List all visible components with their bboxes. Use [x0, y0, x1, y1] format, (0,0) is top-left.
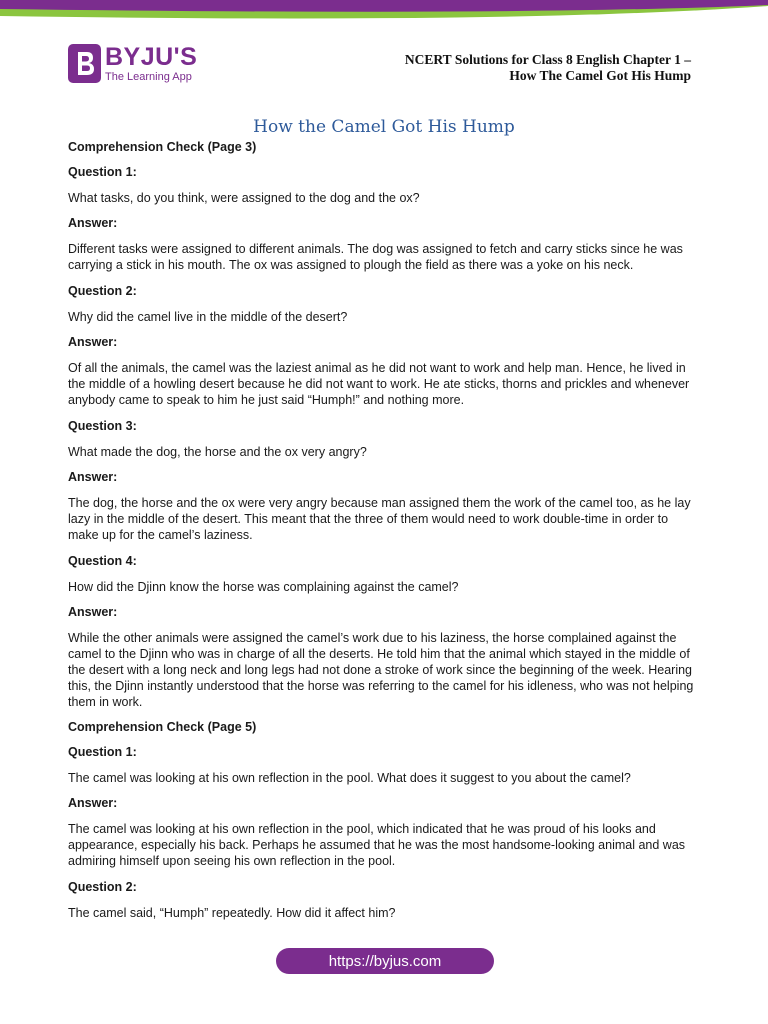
logo-wordmark: BYJU'S — [105, 42, 198, 71]
question-label: Question 3: — [68, 419, 137, 433]
question-text: What tasks, do you think, were assigned to the dog and the ox? — [68, 191, 420, 205]
question-label: Question 2: — [68, 284, 137, 298]
answer-text: While the other animals were assigned the camel’s work due to his laziness, the horse complained against the camel to the Djinn who was in charge of all the deserts. He told him that the animal which stayed in the middle of the desert with a long neck and long legs had not done a stroke of work since the beginning of the week. Hearing this, the Djinn instantly understood that the horse was referring to the camel for his idleness, who was not helping them in work. — [68, 631, 694, 709]
question-label: Question 2: — [68, 880, 137, 894]
answer-text: The dog, the horse and the ox were very angry because man assigned them the work of the camel too, as he lay lazy in the middle of the desert. This meant that the three of them would need to work double-time in order to make up for the camel’s laziness. — [68, 496, 691, 542]
question-label: Question 4: — [68, 554, 137, 568]
logo-tagline: The Learning App — [105, 70, 192, 83]
question-text: The camel said, “Humph” repeatedly. How did it affect him? — [68, 906, 396, 920]
top-decorative-band — [0, 0, 768, 22]
answer-label: Answer: — [68, 216, 118, 230]
question-text: The camel was looking at his own reflection in the pool. What does it suggest to you about the camel? — [68, 771, 631, 785]
footer-url-link[interactable]: https://byjus.com — [276, 948, 494, 974]
section-heading: Comprehension Check (Page 3) — [68, 140, 257, 154]
question-label: Question 1: — [68, 165, 137, 179]
answer-label: Answer: — [68, 335, 118, 349]
answer-text: The camel was looking at his own reflection in the pool, which indicated that he was proud of his looks and appearance, especially his back. Perhaps he assumed that he was the most handsome-looking animal and was admiring himself upon seeing his own reflection in the pool. — [68, 822, 686, 868]
document-content — [68, 140, 696, 921]
header-line-1: NCERT Solutions for Class 8 English Chapter 1 – — [404, 52, 691, 67]
answer-label: Answer: — [68, 796, 118, 810]
question-text: How did the Djinn know the horse was complaining against the camel? — [68, 580, 459, 594]
section-heading: Comprehension Check (Page 5) — [68, 720, 257, 734]
answer-text: Of all the animals, the camel was the laziest animal as he did not want to work and help man. Hence, he lived in the middle of a howling desert because he did not want to work. He ate sticks, thorns and prickles and whenever anybody came to speak to him he just said “Humph!” and nothing more. — [68, 361, 690, 407]
answer-label: Answer: — [68, 470, 118, 484]
header-line-2: How The Camel Got His Hump — [509, 68, 691, 83]
question-text: What made the dog, the horse and the ox very angry? — [68, 445, 367, 459]
question-text: Why did the camel live in the middle of the desert? — [68, 310, 348, 324]
page-title: How the Camel Got His Hump — [253, 117, 515, 137]
answer-label: Answer: — [68, 605, 118, 619]
document-header — [405, 52, 691, 84]
byjus-logo[interactable] — [68, 44, 197, 83]
answer-text: Different tasks were assigned to different animals. The dog was assigned to fetch and carry sticks since he was carrying a stick in his mouth. The ox was assigned to plough the field as there was a yoke on his neck. — [68, 242, 683, 272]
question-label: Question 1: — [68, 745, 137, 759]
logo-b-icon — [68, 44, 101, 83]
